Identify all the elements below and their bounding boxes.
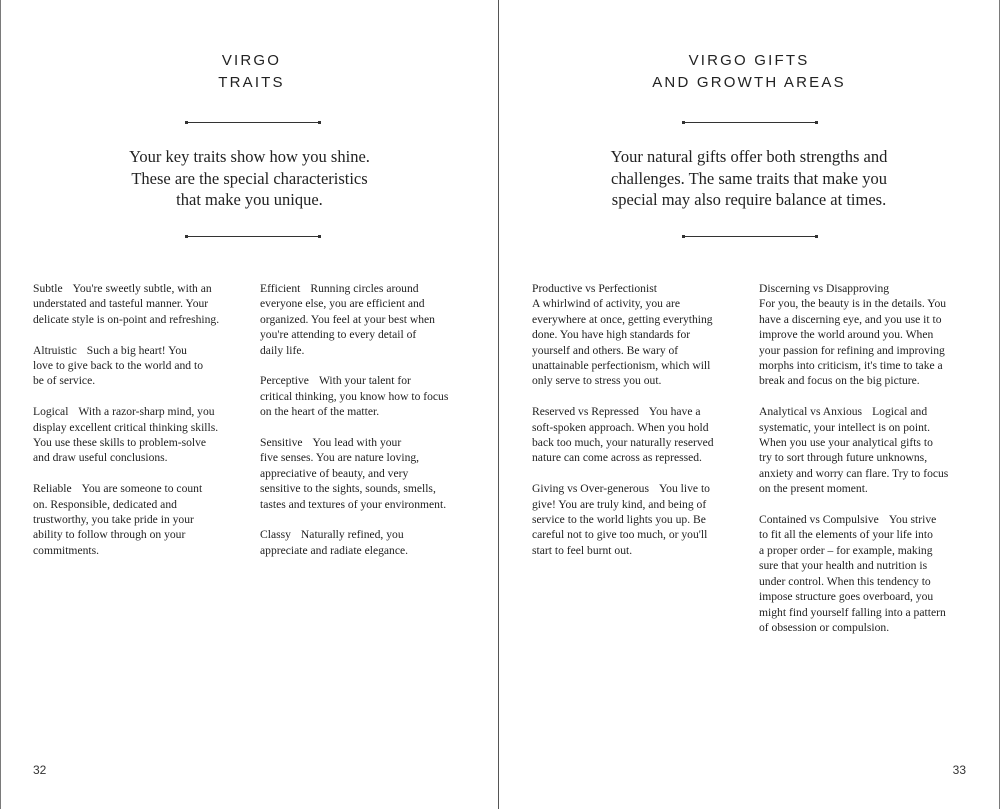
gift-text: a proper order – for example, making [759, 543, 933, 557]
left-page [0, 0, 498, 809]
gift-text: A whirlwind of activity, you are [532, 297, 681, 311]
trait-text: Such a big heart! You [86, 343, 187, 357]
gift-text: only serve to stress you out. [532, 374, 662, 388]
trait-text: organized. You feel at your best when [260, 312, 435, 326]
right-page [499, 0, 1000, 809]
trait-term: Logical [33, 405, 69, 419]
gift-text: service to the world lights you up. Be [532, 513, 706, 527]
title-line: VIRGO GIFTS [688, 52, 810, 69]
gift-term: Reserved vs Repressed [532, 405, 639, 419]
gifts-column-1 [532, 281, 750, 574]
ornament-rule [682, 122, 818, 123]
trait-term: Sensitive [260, 436, 303, 450]
trait-entry [260, 435, 490, 512]
trait-text: on. Responsible, dedicated and [33, 497, 177, 511]
gift-text: everywhere at once, getting everything [532, 312, 713, 326]
trait-text: sensitive to the sights, sounds, smells, [260, 482, 436, 496]
gift-term: Productive vs Perfectionist [532, 282, 657, 295]
trait-text: With your talent for [318, 374, 411, 388]
trait-text: critical thinking, you know how to focus [260, 389, 449, 403]
trait-text: you're attending to every detail of [260, 328, 417, 342]
gift-text: impose structure goes overboard, you [759, 590, 934, 604]
gift-text: back too much, your naturally reserved [532, 436, 714, 450]
trait-text: You're sweetly subtle, with an [72, 282, 212, 295]
trait-text: trustworthy, you take pride in your [33, 513, 194, 527]
gift-text: systematic, your intellect is on point. [759, 420, 930, 434]
trait-text: understated and tasteful manner. Your [33, 297, 209, 311]
trait-text: everyone else, you are efficient and [260, 297, 425, 311]
ornament-rule [185, 236, 321, 237]
trait-text: Naturally refined, you [300, 528, 404, 542]
gift-text: improve the world around you. When [759, 328, 934, 342]
gift-text: careful not to give too much, or you'll [532, 528, 708, 542]
gift-text: break and focus on the big picture. [759, 374, 920, 388]
trait-text: and draw useful conclusions. [33, 451, 168, 465]
intro-line: Your natural gifts offer both strengths and [610, 147, 888, 166]
trait-entry [33, 281, 248, 327]
title-line: AND GROWTH AREAS [652, 74, 846, 91]
left-page-title [1, 50, 498, 94]
gift-term: Analytical vs Anxious [759, 405, 863, 419]
traits-column-2 [260, 281, 490, 574]
trait-text: appreciate and radiate elegance. [260, 543, 409, 557]
trait-text: be of service. [33, 374, 96, 388]
gift-text: When you use your analytical gifts to [759, 436, 933, 450]
title-line: TRAITS [218, 74, 285, 91]
trait-text: You use these skills to problem-solve [33, 436, 207, 450]
trait-text: five senses. You are nature loving, [260, 451, 420, 465]
trait-text: Running circles around [310, 282, 419, 295]
gift-text: sure that your health and nutrition is [759, 559, 928, 573]
gift-text: to fit all the elements of your life into [759, 528, 933, 542]
trait-term: Reliable [33, 482, 72, 496]
gift-entry [759, 404, 991, 496]
gift-text: on the present moment. [759, 482, 868, 496]
traits-column-1 [33, 281, 248, 574]
left-page-intro [1, 146, 498, 211]
trait-entry [33, 343, 248, 389]
right-page-intro [499, 146, 999, 211]
trait-text: on the heart of the matter. [260, 405, 380, 419]
intro-line: special may also require balance at times. [611, 190, 887, 209]
gifts-column-2 [759, 281, 991, 651]
trait-text: You lead with your [312, 436, 402, 450]
ornament-rule [185, 122, 321, 123]
gift-text: have a discerning eye, and you use it to [759, 312, 942, 326]
trait-term: Efficient [260, 282, 301, 295]
gift-text: start to feel burnt out. [532, 543, 633, 557]
trait-text: commitments. [33, 543, 100, 557]
trait-entry [260, 527, 490, 558]
gift-text: try to sort through future unknowns, [759, 451, 928, 465]
gift-text: of obsession or compulsion. [759, 620, 890, 634]
gift-text: soft-spoken approach. When you hold [532, 420, 709, 434]
gift-text: morphs into criticism, it's time to take a [759, 359, 943, 373]
trait-text: daily life. [260, 343, 305, 357]
intro-line: that make you unique. [176, 190, 323, 209]
gift-text: nature can come across as repressed. [532, 451, 702, 465]
right-page-title [499, 50, 999, 94]
gift-text: done. You have high standards for [532, 328, 691, 342]
trait-text: love to give back to the world and to [33, 359, 204, 373]
page-number: 32 [33, 763, 47, 777]
trait-term: Perceptive [260, 374, 309, 388]
trait-entry [260, 373, 490, 419]
trait-text: appreciative of beauty, and very [260, 466, 409, 480]
gift-term: Discerning vs Disapproving [759, 282, 890, 295]
trait-text: You are someone to count [81, 482, 203, 496]
gift-text: give! You are truly kind, and being of [532, 497, 707, 511]
gift-text: You have a [648, 405, 701, 419]
gift-text: anxiety and worry can flare. Try to focus [759, 466, 949, 480]
trait-term: Subtle [33, 282, 63, 295]
gift-text: unattainable perfectionism, which will [532, 359, 711, 373]
ornament-rule [682, 236, 818, 237]
gift-text: You live to [658, 482, 710, 496]
gift-term: Giving vs Over-generous [532, 482, 649, 496]
gift-text: Logical and [872, 405, 928, 419]
trait-text: With a razor-sharp mind, you [78, 405, 215, 419]
intro-line: challenges. The same traits that make you [611, 168, 887, 188]
gift-term: Contained vs Compulsive [759, 513, 879, 527]
trait-term: Altruistic [33, 343, 77, 357]
trait-text: delicate style is on-point and refreshing. [33, 312, 220, 326]
gift-entry [532, 281, 750, 389]
gift-text: your passion for refining and improving [759, 343, 945, 357]
trait-text: tastes and textures of your environment. [260, 497, 447, 511]
gift-entry [532, 481, 750, 558]
trait-term: Classy [260, 528, 291, 542]
page-number: 33 [952, 763, 966, 777]
gift-text: You strive [888, 513, 937, 527]
title-line: VIRGO [221, 52, 282, 69]
intro-line: Your key traits show how you shine. [129, 147, 370, 166]
trait-text: ability to follow through on your [33, 528, 186, 542]
gift-text: under control. When this tendency to [759, 574, 931, 588]
intro-line: These are the special characteristics [131, 168, 368, 188]
gift-text: yourself and others. Be wary of [532, 343, 679, 357]
trait-entry [260, 281, 490, 358]
gift-entry [759, 512, 991, 635]
trait-text: display excellent critical thinking skills. [33, 420, 219, 434]
gift-entry [759, 281, 991, 389]
trait-entry [33, 481, 248, 558]
trait-entry [33, 404, 248, 466]
gift-entry [532, 404, 750, 466]
gift-text: For you, the beauty is in the details. You [759, 297, 947, 311]
gift-text: might find yourself falling into a pattern [759, 605, 946, 619]
